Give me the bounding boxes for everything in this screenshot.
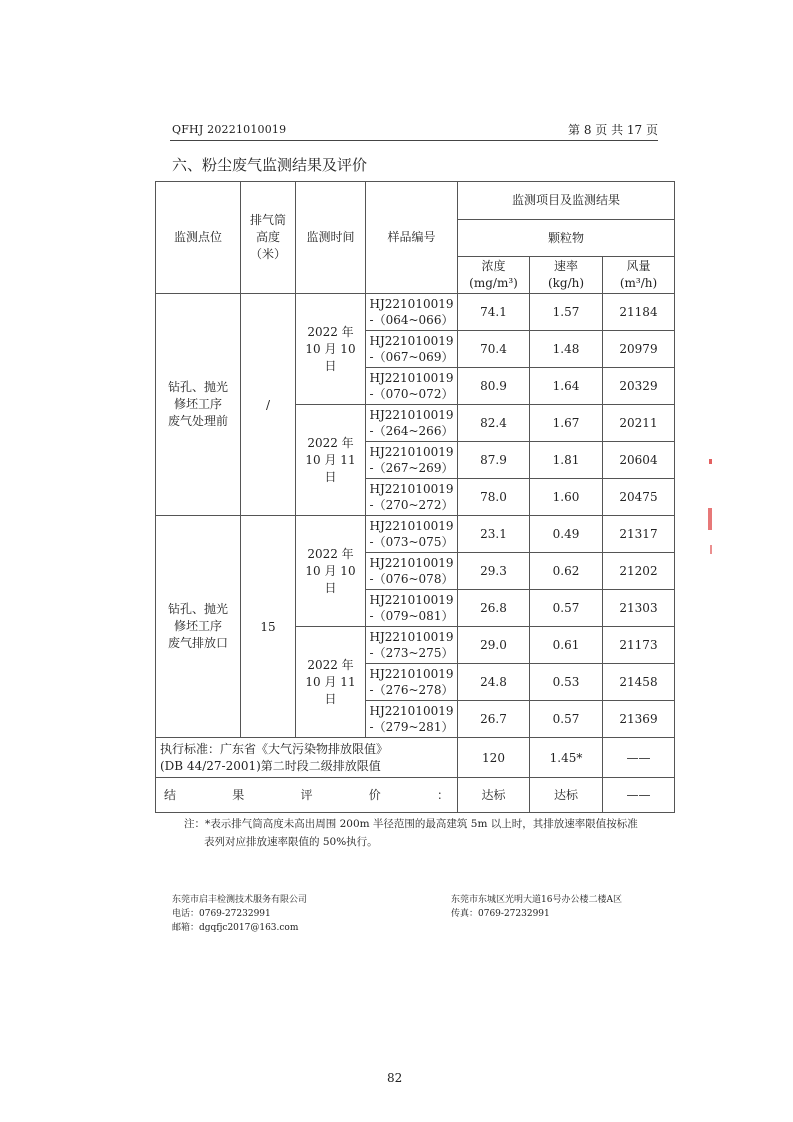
flow-cell: 21173 <box>603 627 675 664</box>
document-number: QFHJ 20221010019 <box>172 123 287 136</box>
concentration-cell: 29.3 <box>458 553 530 590</box>
concentration-cell: 26.8 <box>458 590 530 627</box>
sample-id-cell: HJ221010019 -（064~066） <box>366 294 458 331</box>
sample-id-cell: HJ221010019 -（279~281） <box>366 701 458 738</box>
header-rate: 速率 (kg/h) <box>530 257 603 294</box>
rate-cell: 0.49 <box>530 516 603 553</box>
concentration-cell: 26.7 <box>458 701 530 738</box>
note-line-2: 表列对应排放速率限值的 50%执行。 <box>204 836 378 848</box>
flow-cell: 20329 <box>603 368 675 405</box>
monitoring-results-table <box>155 181 675 813</box>
concentration-cell: 23.1 <box>458 516 530 553</box>
monitoring-date-cell: 2022 年 10 月 10 日 <box>296 294 366 405</box>
sample-id-cell: HJ221010019 -（067~069） <box>366 331 458 368</box>
standard-concentration: 120 <box>458 738 530 778</box>
note-line-1: 注：*表示排气筒高度未高出周围 200m 半径范围的最高建筑 5m 以上时，其排放速率限值按标准 <box>184 818 638 830</box>
rate-cell: 0.61 <box>530 627 603 664</box>
concentration-cell: 78.0 <box>458 479 530 516</box>
seal-mark-top <box>709 459 712 464</box>
concentration-cell: 87.9 <box>458 442 530 479</box>
rate-cell: 0.53 <box>530 664 603 701</box>
footer-email: 邮箱：dgqfjc2017@163.com <box>172 923 299 933</box>
rate-cell: 1.81 <box>530 442 603 479</box>
sample-id-cell: HJ221010019 -（276~278） <box>366 664 458 701</box>
concentration-cell: 24.8 <box>458 664 530 701</box>
flow-cell: 21317 <box>603 516 675 553</box>
sample-id-cell: HJ221010019 -（273~275） <box>366 627 458 664</box>
sample-id-cell: HJ221010019 -（267~269） <box>366 442 458 479</box>
footer-right <box>451 893 622 921</box>
flow-cell: 21369 <box>603 701 675 738</box>
header-flow: 风量 (m³/h) <box>603 257 675 294</box>
header-sample-id: 样品编号 <box>366 182 458 294</box>
standard-rate: 1.45* <box>530 738 603 778</box>
rate-cell: 1.57 <box>530 294 603 331</box>
sample-id-cell: HJ221010019 -（079~081） <box>366 590 458 627</box>
flow-cell: 21458 <box>603 664 675 701</box>
rate-cell: 1.48 <box>530 331 603 368</box>
monitoring-date-cell: 2022 年 10 月 10 日 <box>296 516 366 627</box>
evaluation-concentration: 达标 <box>458 778 530 813</box>
rate-cell: 1.64 <box>530 368 603 405</box>
rate-cell: 1.60 <box>530 479 603 516</box>
header-monitoring-group: 监测项目及监测结果 <box>458 182 675 220</box>
concentration-cell: 70.4 <box>458 331 530 368</box>
header-divider <box>170 140 658 141</box>
standard-row <box>156 738 675 778</box>
seal-mark-bottom <box>710 545 712 554</box>
sample-id-cell: HJ221010019 -（073~075） <box>366 516 458 553</box>
flow-cell: 20211 <box>603 405 675 442</box>
concentration-cell: 74.1 <box>458 294 530 331</box>
header-pollutant: 颗粒物 <box>458 220 675 257</box>
sample-id-cell: HJ221010019 -（270~272） <box>366 479 458 516</box>
table-row <box>156 294 675 331</box>
concentration-cell: 82.4 <box>458 405 530 442</box>
rate-cell: 0.62 <box>530 553 603 590</box>
standard-label: 执行标准：广东省《大气污染物排放限值》 (DB 44/27-2001)第二时段二级排放限值 <box>156 738 458 778</box>
monitoring-date-cell: 2022 年 10 月 11 日 <box>296 627 366 738</box>
concentration-cell: 80.9 <box>458 368 530 405</box>
footer-company: 东莞市启丰检测技术服务有限公司 <box>172 895 308 905</box>
sample-id-cell: HJ221010019 -（264~266） <box>366 405 458 442</box>
location-cell: 钻孔、抛光 修坯工序 废气排放口 <box>156 516 241 738</box>
header-stack-height: 排气筒 高度 （米） <box>241 182 296 294</box>
evaluation-row <box>156 778 675 813</box>
standard-flow: —— <box>603 738 675 778</box>
flow-cell: 20604 <box>603 442 675 479</box>
section-title: 六、粉尘废气监测结果及评价 <box>172 156 368 174</box>
seal-mark-middle <box>708 508 712 530</box>
footer-left <box>172 893 307 935</box>
header-concentration: 浓度 (mg/m³) <box>458 257 530 294</box>
footer-phone: 电话：0769-27232991 <box>172 909 271 919</box>
monitoring-date-cell: 2022 年 10 月 11 日 <box>296 405 366 516</box>
rate-cell: 0.57 <box>530 590 603 627</box>
flow-cell: 21303 <box>603 590 675 627</box>
table-row <box>156 516 675 553</box>
footer-fax: 传真：0769-27232991 <box>451 909 550 919</box>
sample-id-cell: HJ221010019 -（076~078） <box>366 553 458 590</box>
flow-cell: 21202 <box>603 553 675 590</box>
footer-address: 东莞市东城区光明大道16号办公楼二楼A区 <box>451 895 622 905</box>
flow-cell: 20979 <box>603 331 675 368</box>
stack-height-cell: / <box>241 294 296 516</box>
evaluation-label: 结 果 评 价 ： <box>156 778 458 813</box>
stack-height-cell: 15 <box>241 516 296 738</box>
flow-cell: 21184 <box>603 294 675 331</box>
sample-id-cell: HJ221010019 -（070~072） <box>366 368 458 405</box>
location-cell: 钻孔、抛光 修坯工序 废气处理前 <box>156 294 241 516</box>
rate-cell: 1.67 <box>530 405 603 442</box>
page-indicator: 第 8 页 共 17 页 <box>568 123 658 137</box>
page-number: 82 <box>387 1071 403 1085</box>
rate-cell: 0.57 <box>530 701 603 738</box>
evaluation-rate: 达标 <box>530 778 603 813</box>
flow-cell: 20475 <box>603 479 675 516</box>
header-time: 监测时间 <box>296 182 366 294</box>
evaluation-flow: —— <box>603 778 675 813</box>
concentration-cell: 29.0 <box>458 627 530 664</box>
header-location: 监测点位 <box>156 182 241 294</box>
